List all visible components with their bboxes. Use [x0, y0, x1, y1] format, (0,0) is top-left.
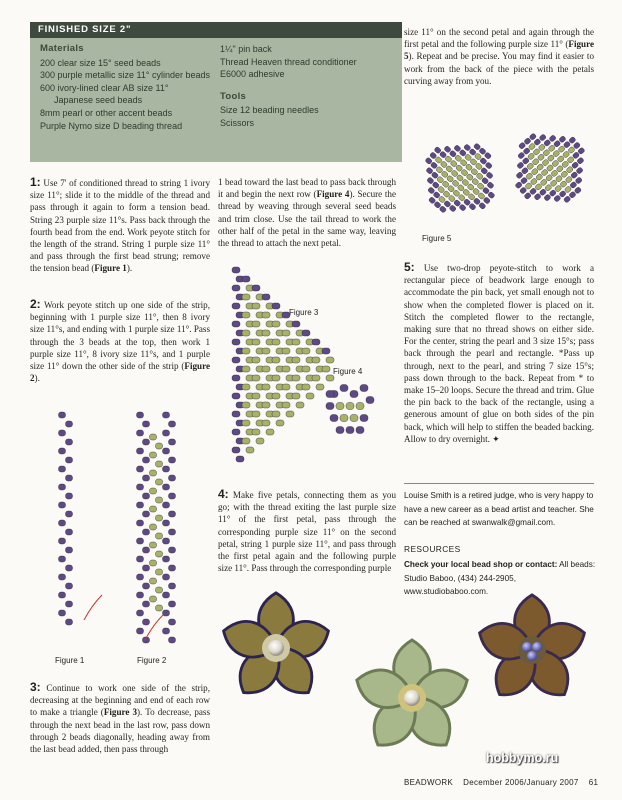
bead — [156, 587, 163, 593]
bead — [292, 339, 300, 345]
bead — [150, 488, 157, 494]
step-2: 2: Work peyote stitch up one side of the strip, beginning with 1 purple size 11°, then 8 ivory size 11°s, and ending with 1 purple size 11°. Pass through the 3 beads at the top, then work 1 purple size 11°, 8 ivory size 11°s, and 1 purple size 11° down the other side of the strip (Figure 2). — [30, 297, 210, 384]
bead — [306, 393, 314, 399]
bead — [156, 443, 163, 449]
bead — [156, 479, 163, 485]
bead — [282, 348, 290, 354]
bead — [59, 448, 66, 454]
figure-5-diagram — [410, 108, 600, 248]
bead — [276, 420, 284, 426]
bead — [336, 403, 344, 410]
bead — [150, 524, 157, 530]
bead — [137, 412, 144, 418]
material-item: Thread Heaven thread conditioner — [220, 56, 357, 67]
bead — [330, 415, 338, 422]
figure-1-label: Figure 1 — [55, 656, 85, 665]
bead — [360, 385, 368, 392]
bead — [150, 560, 157, 566]
bead — [163, 628, 170, 634]
bead — [262, 330, 270, 336]
bead — [236, 456, 244, 462]
material-item: 8mm pearl or other accent beads — [40, 107, 173, 118]
material-item: 600 ivory-lined clear AB size 11° — [40, 82, 169, 93]
bead — [326, 391, 334, 398]
bead — [137, 520, 144, 526]
materials-list-left — [40, 43, 230, 132]
bead — [262, 348, 270, 354]
bead — [242, 366, 250, 372]
step-number: 1: — [30, 175, 41, 189]
bead — [59, 574, 66, 580]
bead — [232, 285, 240, 291]
material-item: 200 clear size 15° seed beads — [40, 57, 161, 68]
thread-arrow — [84, 595, 102, 620]
material-item: 300 purple metallic size 11° cylinder beads — [40, 70, 211, 81]
bead — [59, 592, 66, 598]
bead — [272, 393, 280, 399]
bead — [252, 375, 260, 381]
bead — [232, 303, 240, 309]
bead — [66, 619, 73, 625]
bead — [356, 403, 364, 410]
materials-box — [30, 22, 402, 162]
bead — [137, 556, 144, 562]
step-3: 3: Continue to work one side of the strip, decreasing at the beginning and end of each row to make a triangle (Figure 3). To decrease, pass through the next bead in the last row, pass down through 2 beads diagonally, heading away from the last bead added, then pass through — [30, 680, 211, 755]
bead — [262, 312, 270, 318]
bead — [66, 583, 73, 589]
bead — [163, 574, 170, 580]
bead — [282, 402, 290, 408]
bead — [156, 569, 163, 575]
bead — [262, 294, 270, 300]
bead — [340, 415, 348, 422]
figure-2-strip — [137, 412, 176, 643]
bead — [150, 542, 157, 548]
bead — [242, 438, 250, 444]
step-4-continued: size 11° on the second petal and again through the first petal and the following purple size 11° (Figure 5). Repeat and be precise. You may find it easier to work from the back of the piece with the petals curving away from you. — [404, 27, 594, 86]
step-3-continued: 1 bead toward the last bead to pass back through it and begin the next row (Figure 4). Secure the thread by weaving through several seed beads and trim close. Use the tail thread to work the other half of the petal in the same way, leaving the thread to attach the next petal. — [218, 177, 397, 249]
bead — [242, 312, 250, 318]
bead — [163, 448, 170, 454]
material-item: Japanese seed beads — [54, 95, 143, 106]
bead — [156, 605, 163, 611]
figure-ref: Figure 3 — [103, 707, 138, 718]
bead — [242, 420, 250, 426]
bead — [150, 596, 157, 602]
bead — [66, 493, 73, 499]
bead — [302, 348, 310, 354]
bead — [143, 529, 150, 535]
bead — [282, 366, 290, 372]
bead — [316, 384, 324, 390]
bead — [252, 339, 260, 345]
bead — [346, 427, 354, 434]
page-number: 61 — [588, 778, 599, 787]
bead — [137, 610, 144, 616]
bead — [59, 430, 66, 436]
beaded-flowers-photo — [212, 590, 612, 765]
bead — [272, 357, 280, 363]
bead — [346, 403, 354, 410]
bead — [143, 421, 150, 427]
bead — [163, 484, 170, 490]
bead — [232, 321, 240, 327]
bead — [143, 439, 150, 445]
bead — [232, 375, 240, 381]
bead — [322, 348, 330, 354]
bead — [232, 411, 240, 417]
bead — [143, 565, 150, 571]
bead — [59, 412, 66, 418]
bead — [242, 402, 250, 408]
bead — [59, 538, 66, 544]
bead — [156, 515, 163, 521]
bead — [169, 493, 176, 499]
bead — [252, 321, 260, 327]
watermark: hobbymo.ru — [486, 751, 559, 765]
bead — [143, 457, 150, 463]
bead — [350, 415, 358, 422]
bead — [156, 497, 163, 503]
bead — [66, 565, 73, 571]
materials-list-right — [220, 43, 400, 130]
bead — [66, 547, 73, 553]
bead — [163, 520, 170, 526]
bead — [282, 384, 290, 390]
bead — [156, 533, 163, 539]
resources-title: RESOURCES — [404, 544, 461, 554]
bead — [59, 502, 66, 508]
bead — [137, 466, 144, 472]
bead — [169, 421, 176, 427]
bead — [169, 511, 176, 517]
bead — [242, 330, 250, 336]
bead — [59, 610, 66, 616]
bead — [163, 592, 170, 598]
issue-date: December 2006/January 2007 — [463, 778, 579, 787]
bead — [232, 339, 240, 345]
figure-3-label: Figure 3 — [289, 308, 319, 317]
bead — [252, 285, 260, 291]
tool-item: Size 12 beading needles — [220, 105, 319, 116]
bead — [137, 538, 144, 544]
step-number: 2: — [30, 297, 41, 311]
bead — [150, 578, 157, 584]
bead — [59, 520, 66, 526]
tools-title: Tools — [220, 90, 247, 102]
bead — [232, 447, 240, 453]
bead — [169, 619, 176, 625]
bead — [163, 430, 170, 436]
finished-size-header: FINISHED SIZE 2" — [30, 22, 402, 38]
bead — [272, 375, 280, 381]
bead — [360, 415, 368, 422]
step-number: 4: — [218, 487, 229, 501]
bead — [312, 357, 320, 363]
figure-ref: Figure 2 — [30, 361, 210, 384]
figure-4-label: Figure 4 — [333, 367, 363, 376]
bead — [242, 294, 250, 300]
bead — [137, 502, 144, 508]
bead — [156, 461, 163, 467]
flower-photo-bronze — [474, 595, 590, 705]
bead — [292, 375, 300, 381]
bead — [163, 466, 170, 472]
bead — [137, 430, 144, 436]
bead — [143, 601, 150, 607]
bead — [169, 529, 176, 535]
bead — [150, 434, 157, 440]
bead — [66, 529, 73, 535]
bead — [252, 411, 260, 417]
flower-photo-green — [351, 640, 473, 756]
bead — [242, 276, 250, 282]
bead — [366, 397, 374, 404]
bead — [292, 357, 300, 363]
bead — [356, 427, 364, 434]
bead — [137, 448, 144, 454]
bead — [252, 429, 260, 435]
step-number: 3: — [30, 680, 41, 694]
bead — [66, 511, 73, 517]
bead — [66, 457, 73, 463]
bead — [326, 357, 334, 363]
bead — [286, 411, 294, 417]
bead — [169, 547, 176, 553]
bead — [169, 601, 176, 607]
figure-2-label: Figure 2 — [137, 656, 167, 665]
bead — [66, 421, 73, 427]
bead — [150, 506, 157, 512]
bead — [143, 583, 150, 589]
bead — [169, 439, 176, 445]
bead — [169, 565, 176, 571]
figure-1-2-diagram — [40, 410, 210, 672]
bead — [272, 339, 280, 345]
bead — [246, 447, 254, 453]
figure-ref: Figure 4 — [316, 189, 350, 200]
bead — [272, 411, 280, 417]
bead — [336, 427, 344, 434]
bead — [137, 592, 144, 598]
bead — [163, 610, 170, 616]
step-5: 5: Use two-drop peyote-stitch to work a rectangular piece of beadwork large enough to accommodate the pin back, yet small enough not to show when the completed flower is placed on it. Stitch the completed flower to the rectangle, making sure that no thread shows on either side. For the center, string the pearl and 3 size 15°s; pass back through the pearl and rectangle. *Pass up through, next to the pearl, and string 7 size 15°s; pass down through to the back. Repeat from * to make 15–20 loops. Secure the thread and trim. Glue the pin back to the back of the rectangle, using a generous amount of glue on both sides of the pin back, which will help to stiffen the beaded backing. Allow to dry overnight. ✦ — [404, 260, 594, 444]
figure-4-detail — [326, 385, 374, 434]
step-number: 5: — [404, 260, 415, 274]
bead — [143, 475, 150, 481]
bead — [66, 475, 73, 481]
magazine-name: BEADWORK — [404, 778, 454, 787]
bead — [232, 393, 240, 399]
bead — [137, 574, 144, 580]
bead — [143, 511, 150, 517]
bead — [350, 391, 358, 398]
bead — [272, 303, 280, 309]
bead — [232, 267, 240, 273]
materials-title: Materials — [40, 43, 84, 54]
bead — [169, 583, 176, 589]
bead — [326, 403, 334, 410]
bead — [296, 402, 304, 408]
bead — [169, 637, 176, 643]
material-item: 1¼" pin back — [220, 44, 272, 54]
figure-ref: Figure 1 — [94, 263, 127, 274]
bead — [252, 303, 260, 309]
bead — [163, 502, 170, 508]
bead — [163, 412, 170, 418]
bead — [252, 393, 260, 399]
bead — [272, 321, 280, 327]
material-item: E6000 adhesive — [220, 69, 285, 80]
material-item: Purple Nymo size D beading thread — [40, 120, 183, 131]
figure-5-petals — [425, 133, 585, 213]
bead — [256, 438, 264, 444]
bead — [302, 330, 310, 336]
bead — [232, 429, 240, 435]
bead — [150, 470, 157, 476]
bead — [143, 547, 150, 553]
bead — [232, 357, 240, 363]
figure-3-4-diagram — [222, 266, 407, 486]
bead — [242, 348, 250, 354]
figure-5-label: Figure 5 — [422, 234, 452, 243]
bead — [66, 601, 73, 607]
bead — [59, 484, 66, 490]
bead — [137, 484, 144, 490]
bead — [242, 384, 250, 390]
bead — [312, 375, 320, 381]
bead — [163, 538, 170, 544]
bead — [150, 452, 157, 458]
bead — [292, 393, 300, 399]
figure-3-triangle — [232, 267, 334, 462]
bead — [262, 420, 270, 426]
bead — [156, 551, 163, 557]
flower-photo-dark — [218, 593, 334, 703]
bead — [169, 457, 176, 463]
bead — [292, 321, 300, 327]
bead — [340, 385, 348, 392]
bead — [282, 330, 290, 336]
author-bio: Louise Smith is a retired judge, who is very happy to have a new career as a bead artist and teacher. She can be reached at swanwalk@gmail.com. — [404, 491, 594, 527]
bead — [163, 556, 170, 562]
bead — [312, 339, 320, 345]
bead — [252, 357, 260, 363]
bead — [322, 366, 330, 372]
figure-ref: Figure 5 — [404, 39, 594, 62]
tool-item: Scissors — [220, 117, 255, 128]
bead — [137, 628, 144, 634]
step-4: 4: Make five petals, connecting them as you go; with the thread exiting the last purple size 11° of the first petal, pass through the corresponding purple size 11° on the second petal, string 1 purple size 11°, and pass through the first petal again and the following purple size 11°. Pass through the corresponding purple — [218, 487, 396, 574]
bead — [59, 466, 66, 472]
bead — [59, 556, 66, 562]
bead — [143, 619, 150, 625]
bead — [169, 475, 176, 481]
bead — [66, 439, 73, 445]
bead — [262, 402, 270, 408]
divider — [404, 483, 594, 484]
bead — [262, 384, 270, 390]
bead — [302, 384, 310, 390]
resources-text: Check your local bead shop or contact: All beads: Studio Baboo, (434) 244-2905, www.studiobaboo.com. — [404, 560, 596, 596]
bead — [266, 429, 274, 435]
bead — [262, 366, 270, 372]
thread-arrow — [145, 615, 163, 640]
figure-1-strip — [59, 412, 73, 625]
bead — [302, 366, 310, 372]
page-footer — [404, 778, 604, 787]
step-1: 1: Use 7' of conditioned thread to string 1 ivory size 11°; slide it to the middle of the thread and pass through it again to form a tension bead. String 23 purple size 11°s. Pass back through the fourth bead from the end. Work peyote stitch for the length of the strand. String 1 purple size 11° and pass through the first bead strung; remove the tension bead (Figure 1). — [30, 175, 210, 274]
bead — [143, 493, 150, 499]
